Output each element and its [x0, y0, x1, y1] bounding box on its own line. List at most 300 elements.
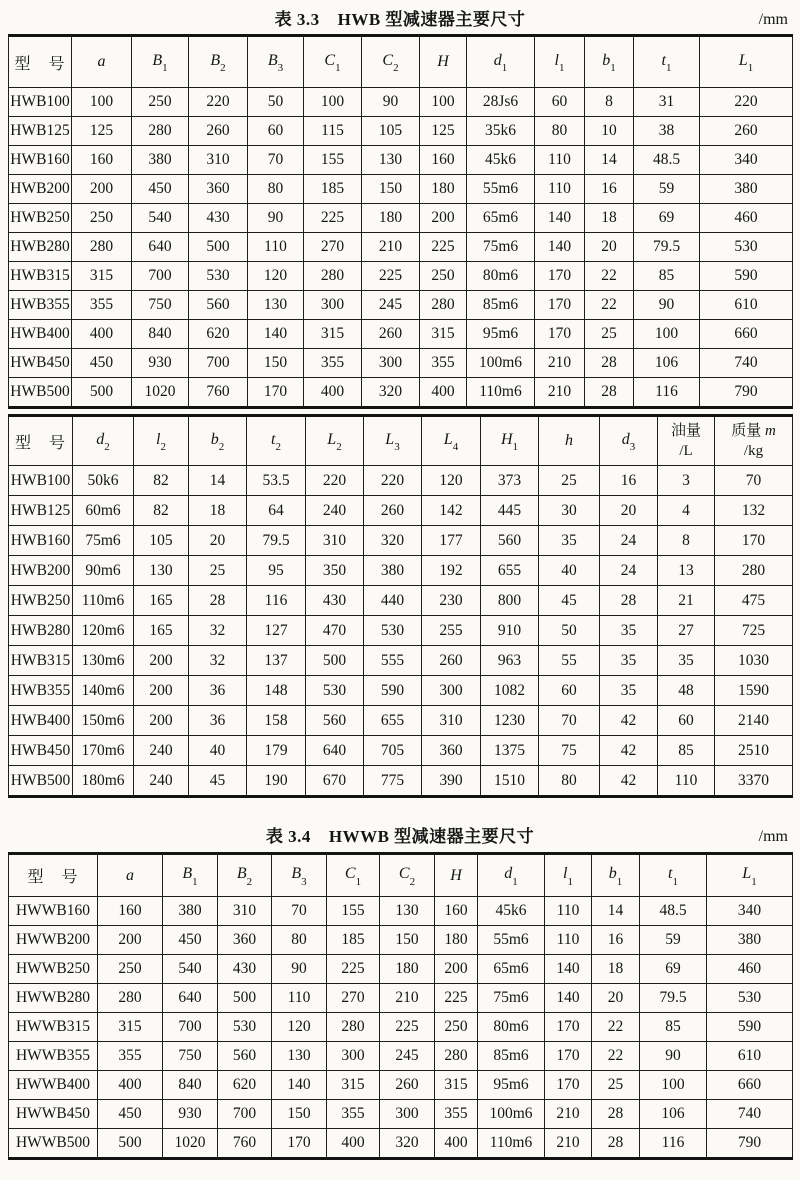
- value-cell: 125: [420, 117, 467, 146]
- model-cell: HWB400: [9, 706, 73, 736]
- value-cell: 380: [163, 897, 218, 926]
- table1-caption: [8, 8, 792, 32]
- value-cell: 200: [98, 926, 163, 955]
- value-cell: 10: [585, 117, 634, 146]
- table-row: [9, 984, 793, 1013]
- value-cell: 65m6: [478, 955, 545, 984]
- value-cell: 210: [362, 233, 420, 262]
- value-cell: 760: [218, 1129, 272, 1159]
- value-cell: 210: [545, 1100, 592, 1129]
- value-cell: 560: [189, 291, 248, 320]
- value-cell: 400: [98, 1071, 163, 1100]
- table-row: [9, 378, 793, 408]
- value-cell: 430: [218, 955, 272, 984]
- value-cell: 790: [707, 1129, 793, 1159]
- value-cell: 300: [327, 1042, 380, 1071]
- value-cell: 280: [304, 262, 362, 291]
- value-cell: 80: [539, 766, 600, 797]
- value-cell: 1020: [132, 378, 189, 408]
- value-cell: 142: [422, 496, 481, 526]
- table-row: [9, 175, 793, 204]
- value-cell: 42: [600, 706, 658, 736]
- value-cell: 120: [272, 1013, 327, 1042]
- value-cell: 240: [134, 766, 189, 797]
- value-cell: 315: [327, 1071, 380, 1100]
- value-cell: 540: [132, 204, 189, 233]
- value-cell: 150: [272, 1100, 327, 1129]
- value-cell: 400: [420, 378, 467, 408]
- value-cell: 80: [272, 926, 327, 955]
- value-cell: 90: [634, 291, 700, 320]
- value-cell: 320: [380, 1129, 435, 1159]
- model-cell: HWB355: [9, 676, 73, 706]
- model-cell: HWWB355: [9, 1042, 98, 1071]
- value-cell: 140: [535, 233, 585, 262]
- table-row: [9, 1013, 793, 1042]
- table-row: [9, 736, 793, 766]
- value-cell: 70: [539, 706, 600, 736]
- value-cell: 225: [435, 984, 478, 1013]
- value-cell: 250: [420, 262, 467, 291]
- value-cell: 36: [189, 676, 247, 706]
- value-cell: 137: [247, 646, 306, 676]
- value-cell: 200: [134, 646, 189, 676]
- value-cell: 560: [218, 1042, 272, 1071]
- value-cell: 655: [481, 556, 539, 586]
- value-cell: 225: [327, 955, 380, 984]
- header-row: [9, 36, 793, 88]
- model-cell: HWB160: [9, 526, 73, 556]
- value-cell: 140m6: [73, 676, 134, 706]
- value-cell: 445: [481, 496, 539, 526]
- value-cell: 80m6: [478, 1013, 545, 1042]
- value-cell: 35k6: [467, 117, 535, 146]
- model-cell: HWB400: [9, 320, 72, 349]
- value-cell: 655: [364, 706, 422, 736]
- column-header: H: [420, 36, 467, 88]
- value-cell: 60: [535, 88, 585, 117]
- value-cell: 840: [132, 320, 189, 349]
- value-cell: 180: [362, 204, 420, 233]
- value-cell: 60m6: [73, 496, 134, 526]
- value-cell: 95m6: [467, 320, 535, 349]
- value-cell: 45k6: [478, 897, 545, 926]
- value-cell: 110: [248, 233, 304, 262]
- value-cell: 530: [218, 1013, 272, 1042]
- value-cell: 24: [600, 556, 658, 586]
- value-cell: 660: [700, 320, 793, 349]
- value-cell: 90: [272, 955, 327, 984]
- value-cell: 590: [707, 1013, 793, 1042]
- value-cell: 38: [634, 117, 700, 146]
- value-cell: 32: [189, 646, 247, 676]
- model-cell: HWB500: [9, 378, 72, 408]
- value-cell: 85m6: [467, 291, 535, 320]
- value-cell: 500: [306, 646, 364, 676]
- column-header: $L_3$: [364, 416, 422, 466]
- value-cell: 185: [304, 175, 362, 204]
- value-cell: 220: [364, 466, 422, 496]
- value-cell: 250: [98, 955, 163, 984]
- value-cell: 180m6: [73, 766, 134, 797]
- value-cell: 185: [327, 926, 380, 955]
- model-cell: HWWB250: [9, 955, 98, 984]
- value-cell: 310: [306, 526, 364, 556]
- hwb-dimensions-table-section2: [8, 414, 793, 798]
- value-cell: 50: [248, 88, 304, 117]
- value-cell: 280: [435, 1042, 478, 1071]
- value-cell: 800: [481, 586, 539, 616]
- value-cell: 310: [189, 146, 248, 175]
- value-cell: 760: [189, 378, 248, 408]
- table-row: [9, 1042, 793, 1071]
- value-cell: 79.5: [640, 984, 707, 1013]
- value-cell: 775: [364, 766, 422, 797]
- header-row: [9, 416, 793, 466]
- value-cell: 24: [600, 526, 658, 556]
- value-cell: 110: [658, 766, 715, 797]
- value-cell: 280: [132, 117, 189, 146]
- value-cell: 28: [592, 1100, 640, 1129]
- value-cell: 200: [134, 706, 189, 736]
- value-cell: 245: [380, 1042, 435, 1071]
- value-cell: 590: [364, 676, 422, 706]
- value-cell: 120: [422, 466, 481, 496]
- table-row: [9, 262, 793, 291]
- value-cell: 18: [189, 496, 247, 526]
- value-cell: 140: [248, 320, 304, 349]
- table-row: [9, 556, 793, 586]
- value-cell: 27: [658, 616, 715, 646]
- value-cell: 110: [535, 146, 585, 175]
- value-cell: 160: [420, 146, 467, 175]
- value-cell: 210: [380, 984, 435, 1013]
- value-cell: 110: [535, 175, 585, 204]
- value-cell: 85: [658, 736, 715, 766]
- value-cell: 380: [364, 556, 422, 586]
- value-cell: 930: [132, 349, 189, 378]
- value-cell: 105: [134, 526, 189, 556]
- value-cell: 31: [634, 88, 700, 117]
- column-header: $B_1$: [132, 36, 189, 88]
- value-cell: 240: [306, 496, 364, 526]
- table-row: [9, 1100, 793, 1129]
- value-cell: 315: [72, 262, 132, 291]
- value-cell: 80m6: [467, 262, 535, 291]
- value-cell: 116: [640, 1129, 707, 1159]
- value-cell: 35: [600, 646, 658, 676]
- value-cell: 160: [98, 897, 163, 926]
- value-cell: 150: [362, 175, 420, 204]
- value-cell: 106: [640, 1100, 707, 1129]
- column-header: $B_2$: [189, 36, 248, 88]
- value-cell: 100m6: [478, 1100, 545, 1129]
- value-cell: 70: [272, 897, 327, 926]
- value-cell: 116: [247, 586, 306, 616]
- value-cell: 130: [134, 556, 189, 586]
- value-cell: 125: [72, 117, 132, 146]
- value-cell: 20: [600, 496, 658, 526]
- value-cell: 130: [380, 897, 435, 926]
- value-cell: 610: [707, 1042, 793, 1071]
- column-header: $B_2$: [218, 854, 272, 897]
- value-cell: 530: [700, 233, 793, 262]
- column-header: $L_1$: [700, 36, 793, 88]
- value-cell: 59: [634, 175, 700, 204]
- value-cell: 22: [585, 291, 634, 320]
- column-header: $C_1$: [327, 854, 380, 897]
- column-header: h: [539, 416, 600, 466]
- column-header: 油量 /L: [658, 416, 715, 466]
- value-cell: 300: [362, 349, 420, 378]
- table-row: [9, 233, 793, 262]
- value-cell: 20: [189, 526, 247, 556]
- value-cell: 40: [539, 556, 600, 586]
- value-cell: 160: [435, 897, 478, 926]
- value-cell: 110: [272, 984, 327, 1013]
- column-header: $l_1$: [535, 36, 585, 88]
- value-cell: 700: [163, 1013, 218, 1042]
- value-cell: 82: [134, 466, 189, 496]
- value-cell: 560: [481, 526, 539, 556]
- value-cell: 35: [658, 646, 715, 676]
- value-cell: 13: [658, 556, 715, 586]
- column-header: 型 号: [9, 416, 73, 466]
- value-cell: 70: [715, 466, 793, 496]
- value-cell: 170: [248, 378, 304, 408]
- value-cell: 22: [592, 1013, 640, 1042]
- table-row: [9, 897, 793, 926]
- value-cell: 840: [163, 1071, 218, 1100]
- column-header: $d_1$: [467, 36, 535, 88]
- value-cell: 220: [306, 466, 364, 496]
- value-cell: 660: [707, 1071, 793, 1100]
- model-cell: HWB250: [9, 586, 73, 616]
- value-cell: 140: [545, 955, 592, 984]
- column-header: $d_1$: [478, 854, 545, 897]
- value-cell: 32: [189, 616, 247, 646]
- value-cell: 500: [72, 378, 132, 408]
- value-cell: 3370: [715, 766, 793, 797]
- table-row: [9, 646, 793, 676]
- value-cell: 165: [134, 586, 189, 616]
- value-cell: 100: [640, 1071, 707, 1100]
- value-cell: 25: [592, 1071, 640, 1100]
- value-cell: 40: [189, 736, 247, 766]
- value-cell: 260: [364, 496, 422, 526]
- table-row: [9, 955, 793, 984]
- column-header: $d_2$: [73, 416, 134, 466]
- value-cell: 36: [189, 706, 247, 736]
- value-cell: 160: [72, 146, 132, 175]
- model-cell: HWWB200: [9, 926, 98, 955]
- value-cell: 220: [189, 88, 248, 117]
- value-cell: 85: [634, 262, 700, 291]
- header-row: [9, 854, 793, 897]
- value-cell: 640: [132, 233, 189, 262]
- model-cell: HWB500: [9, 766, 73, 797]
- value-cell: 55: [539, 646, 600, 676]
- value-cell: 225: [380, 1013, 435, 1042]
- value-cell: 79.5: [634, 233, 700, 262]
- value-cell: 20: [592, 984, 640, 1013]
- column-header: $b_1$: [592, 854, 640, 897]
- value-cell: 620: [189, 320, 248, 349]
- value-cell: 225: [362, 262, 420, 291]
- value-cell: 127: [247, 616, 306, 646]
- table-row: [9, 88, 793, 117]
- value-cell: 28: [600, 586, 658, 616]
- value-cell: 360: [189, 175, 248, 204]
- value-cell: 95: [247, 556, 306, 586]
- value-cell: 340: [700, 146, 793, 175]
- value-cell: 320: [364, 526, 422, 556]
- value-cell: 450: [163, 926, 218, 955]
- value-cell: 35: [600, 676, 658, 706]
- model-cell: HWWB450: [9, 1100, 98, 1129]
- value-cell: 270: [304, 233, 362, 262]
- value-cell: 280: [327, 1013, 380, 1042]
- value-cell: 910: [481, 616, 539, 646]
- model-cell: HWB315: [9, 262, 72, 291]
- value-cell: 60: [658, 706, 715, 736]
- value-cell: 340: [707, 897, 793, 926]
- value-cell: 315: [304, 320, 362, 349]
- value-cell: 80: [535, 117, 585, 146]
- value-cell: 110m6: [478, 1129, 545, 1159]
- column-header: $b_2$: [189, 416, 247, 466]
- column-header: a: [72, 36, 132, 88]
- value-cell: 400: [327, 1129, 380, 1159]
- value-cell: 260: [189, 117, 248, 146]
- value-cell: 90: [362, 88, 420, 117]
- value-cell: 116: [634, 378, 700, 408]
- value-cell: 355: [72, 291, 132, 320]
- model-cell: HWB100: [9, 466, 73, 496]
- model-cell: HWB125: [9, 496, 73, 526]
- value-cell: 2140: [715, 706, 793, 736]
- column-header: 质量 m /kg: [715, 416, 793, 466]
- value-cell: 1030: [715, 646, 793, 676]
- model-cell: HWB280: [9, 233, 72, 262]
- value-cell: 53.5: [247, 466, 306, 496]
- value-cell: 192: [422, 556, 481, 586]
- value-cell: 90: [248, 204, 304, 233]
- value-cell: 16: [592, 926, 640, 955]
- value-cell: 60: [539, 676, 600, 706]
- value-cell: 620: [218, 1071, 272, 1100]
- value-cell: 75m6: [478, 984, 545, 1013]
- column-header: H: [435, 854, 478, 897]
- value-cell: 355: [420, 349, 467, 378]
- value-cell: 460: [700, 204, 793, 233]
- model-cell: HWB315: [9, 646, 73, 676]
- value-cell: 25: [189, 556, 247, 586]
- value-cell: 500: [218, 984, 272, 1013]
- value-cell: 110: [545, 897, 592, 926]
- value-cell: 3: [658, 466, 715, 496]
- value-cell: 14: [585, 146, 634, 175]
- column-header: $C_2$: [380, 854, 435, 897]
- value-cell: 360: [422, 736, 481, 766]
- value-cell: 25: [585, 320, 634, 349]
- value-cell: 110: [545, 926, 592, 955]
- value-cell: 700: [132, 262, 189, 291]
- value-cell: 170: [272, 1129, 327, 1159]
- value-cell: 315: [435, 1071, 478, 1100]
- value-cell: 50k6: [73, 466, 134, 496]
- value-cell: 180: [435, 926, 478, 955]
- value-cell: 42: [600, 736, 658, 766]
- value-cell: 555: [364, 646, 422, 676]
- value-cell: 475: [715, 586, 793, 616]
- model-cell: HWWB160: [9, 897, 98, 926]
- value-cell: 740: [707, 1100, 793, 1129]
- value-cell: 230: [422, 586, 481, 616]
- value-cell: 590: [700, 262, 793, 291]
- model-cell: HWB280: [9, 616, 73, 646]
- column-header: $B_3$: [248, 36, 304, 88]
- value-cell: 106: [634, 349, 700, 378]
- table-row: [9, 766, 793, 797]
- value-cell: 100: [72, 88, 132, 117]
- value-cell: 8: [585, 88, 634, 117]
- value-cell: 22: [585, 262, 634, 291]
- value-cell: 963: [481, 646, 539, 676]
- value-cell: 380: [700, 175, 793, 204]
- hwwb-dimensions-table: [8, 852, 793, 1160]
- value-cell: 300: [380, 1100, 435, 1129]
- hwb-dimensions-table-section1: [8, 34, 793, 409]
- table-row: [9, 676, 793, 706]
- value-cell: 75m6: [73, 526, 134, 556]
- value-cell: 170: [535, 291, 585, 320]
- table-row: [9, 526, 793, 556]
- value-cell: 320: [362, 378, 420, 408]
- value-cell: 59: [640, 926, 707, 955]
- value-cell: 16: [585, 175, 634, 204]
- table-row: [9, 616, 793, 646]
- value-cell: 245: [362, 291, 420, 320]
- value-cell: 130m6: [73, 646, 134, 676]
- value-cell: 750: [163, 1042, 218, 1071]
- value-cell: 450: [72, 349, 132, 378]
- value-cell: 750: [132, 291, 189, 320]
- table2-caption-title: HWWB 型减速器主要尺寸: [328, 827, 535, 846]
- value-cell: 210: [545, 1129, 592, 1159]
- value-cell: 170m6: [73, 736, 134, 766]
- value-cell: 132: [715, 496, 793, 526]
- value-cell: 255: [422, 616, 481, 646]
- model-cell: HWWB500: [9, 1129, 98, 1159]
- value-cell: 460: [707, 955, 793, 984]
- value-cell: 430: [189, 204, 248, 233]
- table-row: [9, 146, 793, 175]
- value-cell: 90: [640, 1042, 707, 1071]
- column-header: $l_1$: [545, 854, 592, 897]
- value-cell: 4: [658, 496, 715, 526]
- column-header: $L_4$: [422, 416, 481, 466]
- value-cell: 700: [189, 349, 248, 378]
- column-header: $b_1$: [585, 36, 634, 88]
- table2-caption-number: 表 3.4: [265, 827, 311, 846]
- column-header: $C_1$: [304, 36, 362, 88]
- value-cell: 90m6: [73, 556, 134, 586]
- value-cell: 373: [481, 466, 539, 496]
- value-cell: 1020: [163, 1129, 218, 1159]
- table1-unit-label: /mm: [758, 11, 788, 28]
- value-cell: 200: [134, 676, 189, 706]
